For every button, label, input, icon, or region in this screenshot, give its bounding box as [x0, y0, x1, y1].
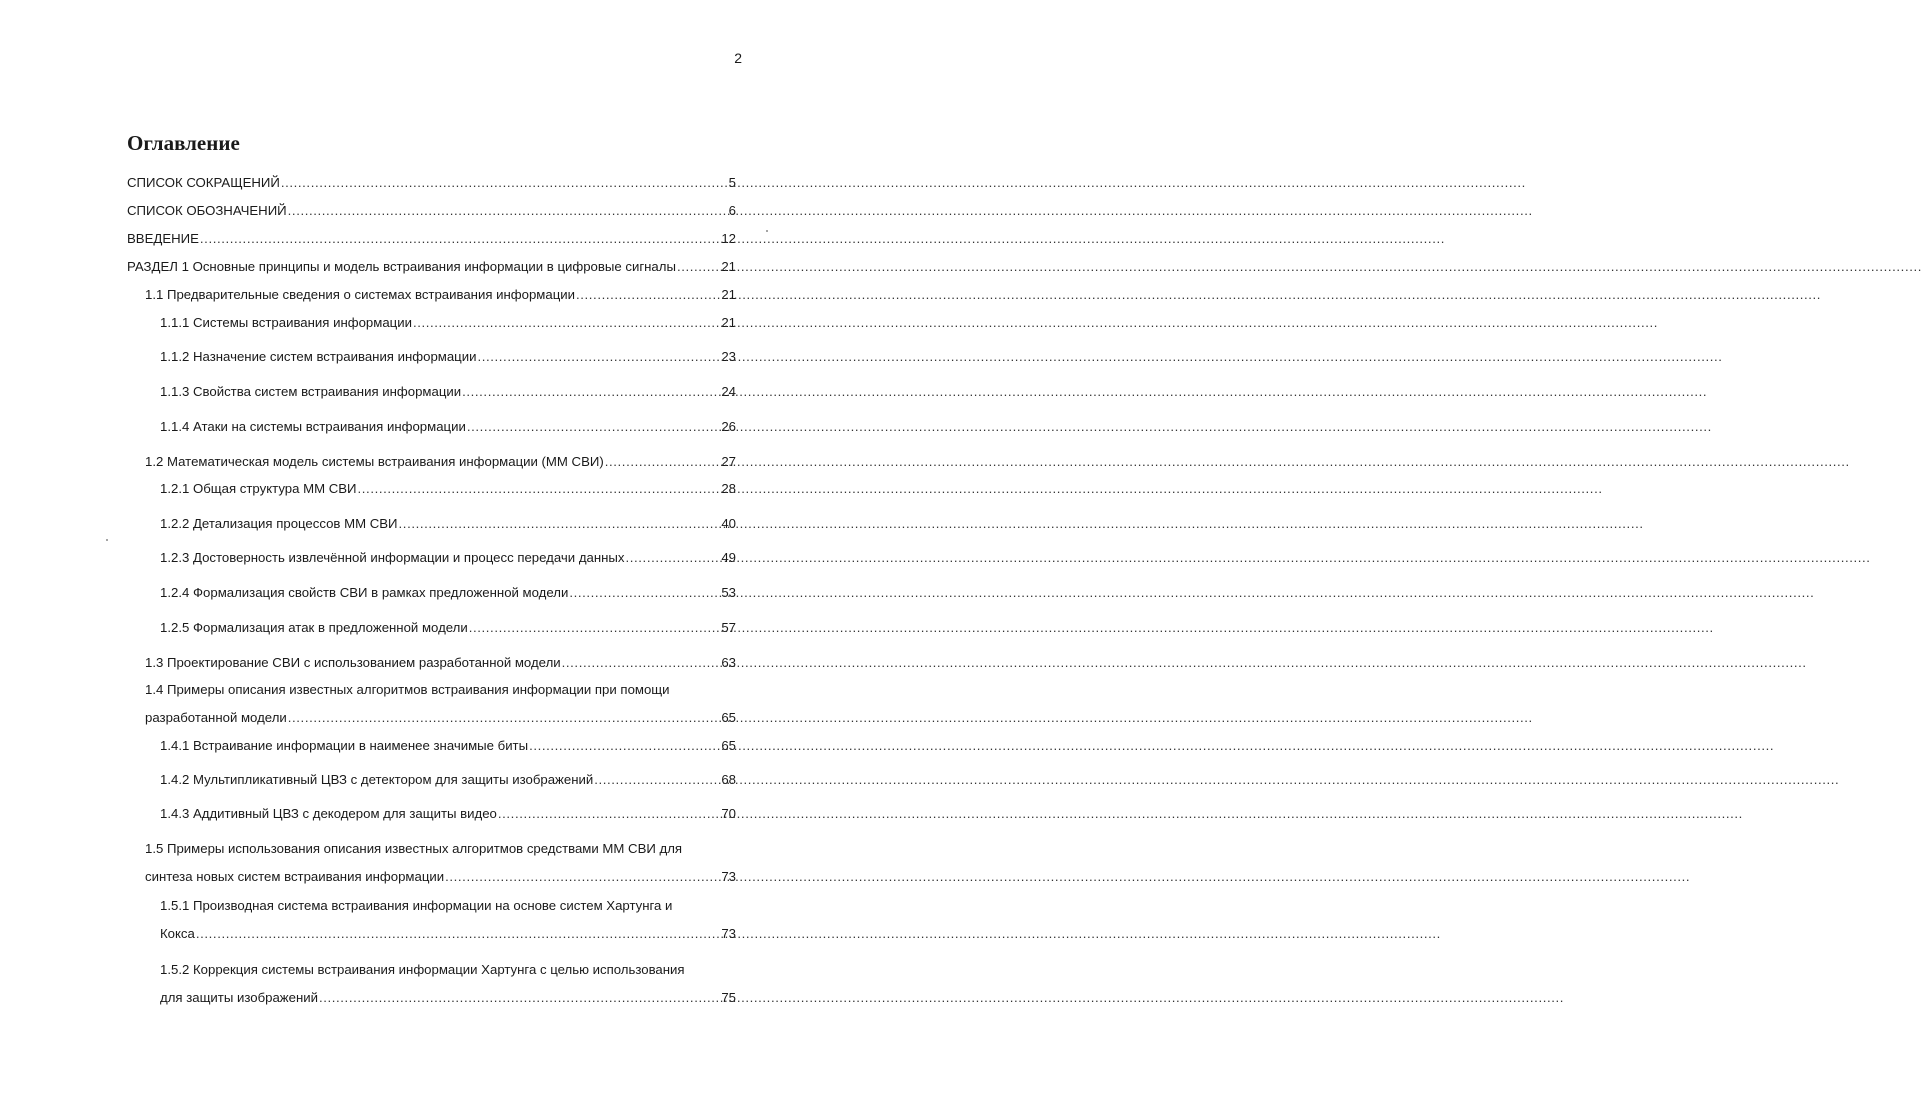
toc-entry[interactable] [160, 989, 736, 1007]
toc-entry-text: 1.1 Предварительные сведения о системах встраивания информации [145, 287, 575, 302]
leader-dots [677, 258, 720, 276]
toc-entry-text: 1.4.2 Мультипликативный ЦВЗ с детектором для защиты изображений [160, 772, 594, 787]
toc-entry-page: 75 [721, 990, 736, 1005]
toc-entry-text: СПИСОК СОКРАЩЕНИЙ [127, 175, 280, 190]
toc-entry-text: 1.2.1 Общая структура ММ СВИ [160, 481, 357, 496]
toc-entry-text: Кокса [160, 926, 195, 941]
toc-entry-page: 24 [721, 384, 736, 399]
toc-entry-text: 1.3 Проектирование СВИ с использованием разработанной модели [145, 655, 561, 670]
toc-entry[interactable] [127, 230, 736, 248]
leader-dots [562, 654, 721, 672]
toc-entry-page: 12 [721, 231, 736, 246]
leader-dots [462, 383, 720, 401]
toc-entry-text: 1.1.3 Свойства систем встраивания информации [160, 384, 462, 399]
toc-entry-page: 26 [721, 419, 736, 434]
toc-entry-text: 1.4.1 Встраивание информации в наименее значимые биты [160, 738, 529, 753]
toc-entry-page: 57 [721, 620, 736, 635]
toc-entry-page: 21 [721, 259, 736, 274]
toc-entry-page: 21 [721, 287, 736, 302]
toc-entry[interactable] [160, 348, 736, 366]
toc-entry[interactable] [160, 925, 736, 943]
toc-entry-page: 5 [728, 175, 736, 190]
toc-entry[interactable] [160, 383, 736, 401]
toc-title: Оглавление [127, 131, 240, 155]
leader-dots [288, 202, 728, 220]
toc-entry[interactable] [127, 202, 736, 220]
leader-dots [469, 619, 721, 637]
page-number: 2 [734, 50, 742, 66]
leader-dots [288, 709, 721, 727]
toc-entry-page: 65 [721, 710, 736, 725]
toc-entry-text: 1.2.5 Формализация атак в предложенной модели [160, 620, 468, 635]
toc-entry[interactable] [160, 549, 736, 567]
toc-entry-page: 70 [721, 806, 736, 821]
toc-entry-text: 1.2.3 Достоверность извлечённой информации и процесс передачи данных [160, 550, 625, 565]
leader-dots [529, 737, 720, 755]
toc-entry-page: 21 [721, 315, 736, 330]
toc-entry[interactable] [145, 654, 736, 672]
toc-entry[interactable] [160, 771, 736, 789]
toc-entry-page: 40 [721, 516, 736, 531]
toc-entry[interactable] [160, 480, 736, 498]
leader-dots [569, 584, 720, 602]
leader-dots [413, 314, 720, 332]
leader-dots [626, 549, 721, 567]
toc-entry-text-line1[interactable]: 1.4 Примеры описания известных алгоритмов встраивания информации при помощи [145, 682, 670, 697]
toc-entry-text-line1[interactable]: 1.5 Примеры использования описания известных алгоритмов средствами ММ СВИ для [145, 841, 683, 856]
toc-entry[interactable] [145, 453, 736, 471]
toc-entry[interactable] [160, 515, 736, 533]
toc-entry-text: 1.1.4 Атаки на системы встраивания информации [160, 419, 466, 434]
leader-dots [319, 989, 720, 1007]
leader-dots [399, 515, 721, 533]
toc-entry-text: 1.2 Математическая модель системы встраивания информации (ММ СВИ) [145, 454, 604, 469]
toc-entry-page: 65 [721, 738, 736, 753]
toc-entry-text: 1.1.1 Системы встраивания информации [160, 315, 412, 330]
leader-dots [576, 286, 720, 304]
toc-entry-text: синтеза новых систем встраивания информации [145, 869, 445, 884]
toc-entry-page: 49 [721, 550, 736, 565]
table-of-contents [0, 0, 793, 1095]
toc-entry[interactable] [127, 258, 736, 276]
leader-dots [196, 925, 720, 943]
leader-dots [594, 771, 720, 789]
leader-dots [477, 348, 720, 366]
toc-entry[interactable] [160, 737, 736, 755]
toc-entry-text: ВВЕДЕНИЕ [127, 231, 199, 246]
toc-entry-page: 68 [721, 772, 736, 787]
leader-dots [200, 230, 720, 248]
toc-entry-text-line1[interactable]: 1.5.2 Коррекция системы встраивания информации Хартунга с целью использования [160, 962, 685, 977]
toc-entry-page: 73 [721, 926, 736, 941]
toc-entry-page: 53 [721, 585, 736, 600]
toc-entry[interactable] [145, 286, 736, 304]
toc-entry-text: РАЗДЕЛ 1 Основные принципы и модель встраивания информации в цифровые сигналы [127, 259, 676, 274]
toc-entry-text: 1.4.3 Аддитивный ЦВЗ с декодером для защиты видео [160, 806, 497, 821]
toc-entry[interactable] [160, 418, 736, 436]
toc-entry-text: 1.2.2 Детализация процессов ММ СВИ [160, 516, 398, 531]
toc-entry-text: для защиты изображений [160, 990, 318, 1005]
toc-entry-text: 1.1.2 Назначение систем встраивания информации [160, 349, 477, 364]
leader-dots [467, 418, 721, 436]
leader-dots [498, 805, 720, 823]
toc-entry[interactable] [160, 805, 736, 823]
toc-entry-text-line1[interactable]: 1.5.1 Производная система встраивания информации на основе систем Хартунга и [160, 898, 673, 913]
toc-entry-page: 28 [721, 481, 736, 496]
toc-entry-text: разработанной модели [145, 710, 287, 725]
leader-dots [281, 174, 728, 192]
leader-dots [605, 453, 721, 471]
toc-entry[interactable] [160, 314, 736, 332]
toc-entry-text: 1.2.4 Формализация свойств СВИ в рамках предложенной модели [160, 585, 569, 600]
toc-entry-page: 73 [721, 869, 736, 884]
leader-dots [358, 480, 721, 498]
toc-entry[interactable] [160, 584, 736, 602]
toc-entry-page: 23 [721, 349, 736, 364]
toc-entry-text: СПИСОК ОБОЗНАЧЕНИЙ [127, 203, 287, 218]
toc-entry[interactable] [145, 709, 736, 727]
toc-entry-page: 63 [721, 655, 736, 670]
toc-entry-page: 27 [721, 454, 736, 469]
toc-entry-page: 6 [728, 203, 736, 218]
leader-dots [445, 868, 720, 886]
toc-entry[interactable] [160, 619, 736, 637]
document-page [0, 0, 793, 1095]
toc-entry[interactable] [145, 868, 736, 886]
toc-entry[interactable] [127, 174, 736, 192]
